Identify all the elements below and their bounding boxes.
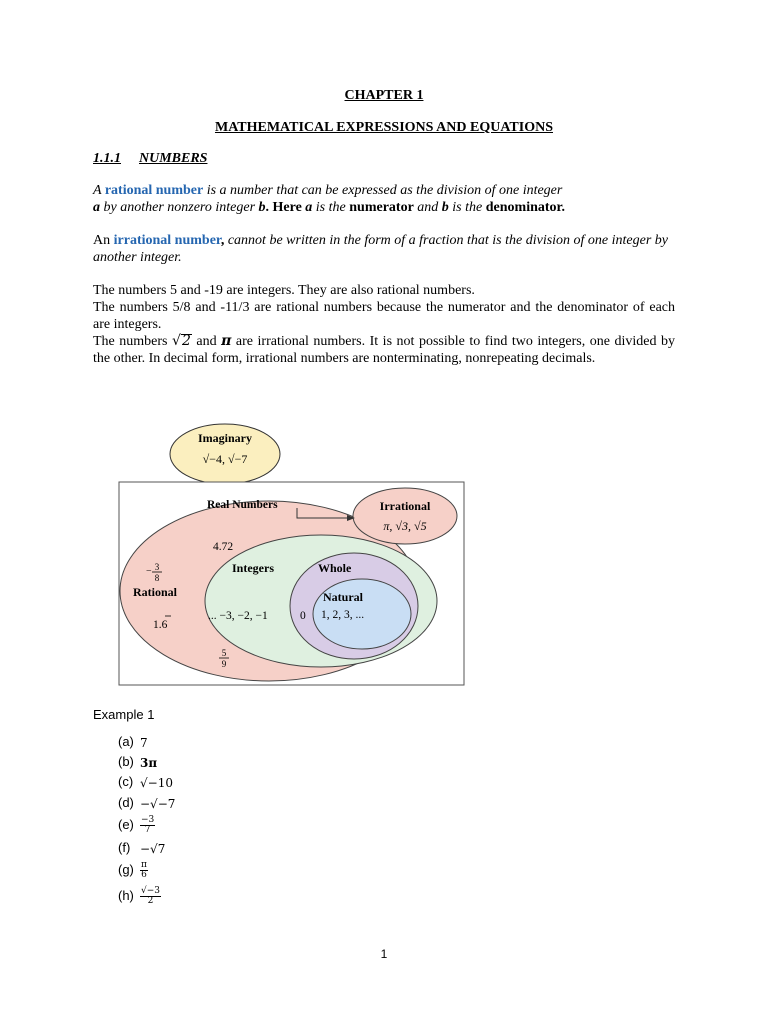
text-run: cannot be written in the form of a fraction that is the division of one integer by another integer. — [93, 233, 669, 265]
list-item — [118, 816, 155, 835]
fraction — [140, 861, 148, 880]
list-item — [118, 774, 173, 790]
natural-values: 1, 2, 3, ... — [321, 609, 365, 621]
list-item — [118, 887, 161, 906]
fraction-denominator: 8 — [154, 573, 160, 583]
text-line: The numbers 5/8 and -11/3 are rational numbers because the numerator and the denominator of each are integers. — [93, 300, 675, 332]
irrational-ellipse — [353, 488, 457, 544]
variable-a: a — [93, 200, 100, 215]
whole-value: 0 — [300, 610, 306, 622]
integers-values: ... −3, −2, −1 — [208, 610, 268, 622]
numerator-term: numerator — [349, 200, 414, 215]
irrational-label: Irrational — [379, 499, 431, 513]
list-item — [118, 734, 148, 750]
variable-a: a — [305, 200, 313, 215]
imaginary-label: Imaginary — [198, 431, 252, 445]
list-item — [118, 861, 148, 880]
denominator-term: denominator. — [485, 200, 565, 215]
fraction2-numerator: 5 — [221, 648, 227, 658]
sqrt-two: √2 — [172, 333, 191, 349]
text-run: An — [93, 233, 114, 248]
irrational-number-term: irrational number — [113, 233, 221, 248]
item-value: −√−7 — [140, 796, 176, 811]
text-run: is the — [312, 200, 350, 215]
number-sets-diagram — [117, 420, 467, 688]
item-label: (g) — [118, 861, 134, 877]
fraction — [140, 816, 155, 835]
rational-label: Rational — [133, 585, 178, 599]
section-heading — [93, 151, 207, 167]
irrational-definition — [93, 232, 675, 266]
item-label: (f) — [118, 840, 131, 855]
section-name: NUMBERS — [139, 151, 208, 166]
integers-label: Integers — [232, 561, 274, 575]
fraction-numerator: −3 — [141, 815, 155, 825]
imaginary-values: √−4, √−7 — [202, 452, 248, 466]
item-label: (b) — [118, 754, 134, 769]
fraction-numerator: 3 — [154, 562, 160, 572]
fraction-denominator: 2 — [147, 896, 154, 906]
text-run: A — [93, 183, 105, 198]
item-value: 3π — [140, 755, 158, 770]
text-run: and — [413, 200, 442, 215]
rational-number-term: rational number — [104, 183, 204, 198]
item-label: (h) — [118, 887, 134, 903]
list-item — [118, 795, 175, 811]
list-item — [118, 840, 165, 856]
radicand: 2 — [181, 333, 191, 349]
text-run: by another nonzero integer — [100, 200, 259, 215]
numbers-explanation — [93, 282, 675, 367]
text-run: is the — [448, 200, 486, 215]
item-label: (d) — [118, 795, 134, 810]
item-value: √−10 — [140, 775, 173, 790]
variable-b: b — [441, 200, 449, 215]
example-label: Example 1 — [93, 707, 155, 722]
text-run: . Here — [265, 200, 306, 215]
fraction-sign: − — [146, 566, 152, 577]
text-line: The numbers 5 and -19 are integers. They are also rational numbers. — [93, 283, 475, 298]
item-value: −√7 — [140, 841, 166, 856]
pi-symbol: π — [221, 333, 232, 349]
fraction-numerator: π — [141, 860, 147, 870]
section-number: 1.1.1 — [93, 151, 121, 166]
item-label: (a) — [118, 734, 134, 749]
fraction — [140, 887, 161, 906]
rational-definition — [93, 182, 675, 216]
fraction2-denominator: 9 — [221, 659, 227, 669]
fraction-denominator: 6 — [141, 870, 147, 880]
chapter-title: MATHEMATICAL EXPRESSIONS AND EQUATIONS — [214, 120, 553, 135]
page-number: 1 — [380, 947, 388, 961]
text-run: is a number that can be expressed as the division of one integer — [203, 183, 563, 198]
variable-b: b — [258, 200, 266, 215]
text-run: are irrational numbers. It is not possible to find two integers, one divided by the other. In decimal form, irrational numbers are nonterminating, nonrepeating decimals. — [93, 334, 675, 366]
rational-value-decimal: 4.72 — [213, 541, 234, 553]
text-run: The numbers — [93, 334, 173, 349]
repeating-decimal: 1.6 — [153, 619, 168, 631]
whole-label: Whole — [318, 561, 352, 575]
text-run: , — [220, 233, 225, 248]
irrational-values: π, √3, √5 — [383, 519, 427, 533]
fraction-numerator: √−3 — [141, 886, 161, 896]
fraction-denominator: 7 — [144, 825, 151, 835]
list-item — [118, 754, 157, 770]
item-label: (c) — [118, 774, 134, 789]
natural-label: Natural — [323, 590, 363, 604]
text-run: and — [191, 334, 222, 349]
real-numbers-label: Real Numbers — [207, 499, 278, 511]
chapter-heading: CHAPTER 1 — [344, 88, 424, 103]
item-value: 7 — [140, 735, 148, 750]
item-label: (e) — [118, 816, 134, 832]
